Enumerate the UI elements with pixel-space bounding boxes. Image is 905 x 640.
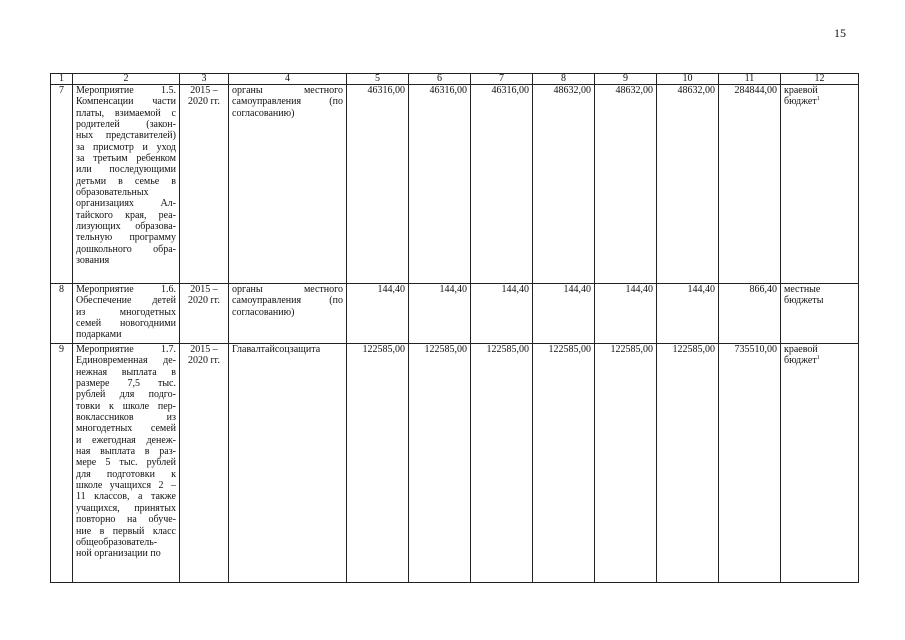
executor-cell: органы местного самоуправления (по согласованию) [229, 85, 347, 284]
value-cell: 46316,00 [471, 85, 533, 284]
value-cell: 122585,00 [409, 344, 471, 583]
measure-line: повторно на обуче- [76, 514, 176, 526]
measure-line: учащихся, принятых [76, 502, 176, 514]
row-number: 9 [51, 344, 73, 583]
period-cell: 2015 – 2020 гг. [180, 344, 229, 583]
footnote-mark: 1 [816, 355, 820, 362]
measure-line: общеобразователь- [76, 536, 158, 548]
value-cell: 144,40 [657, 284, 719, 344]
measure-line: зования [76, 255, 110, 267]
measure-line: образовательных [76, 187, 149, 199]
measure-line: ных представителей) [76, 130, 176, 142]
measure-line: мере 5 тыс. рублей [76, 457, 176, 469]
value-cell: 144,40 [409, 284, 471, 344]
measure-line: детьми в семье в [76, 175, 176, 187]
value-cell: 144,40 [347, 284, 409, 344]
measure-line: 11 классов, а также [76, 491, 176, 503]
budget-table [50, 73, 859, 583]
value-cell: 122585,00 [657, 344, 719, 583]
header-cell: 11 [719, 74, 781, 85]
header-cell: 1 [51, 74, 73, 85]
measure-cell [73, 344, 180, 583]
value-cell: 144,40 [533, 284, 595, 344]
measure-line: рублей для подго- [76, 389, 176, 401]
measure-line: ная выплата в раз- [76, 446, 176, 458]
header-cell: 2 [73, 74, 180, 85]
value-cell: 48632,00 [533, 85, 595, 284]
measure-line: лизующих образова- [76, 221, 176, 233]
measure-line: дошкольного обра- [76, 243, 176, 255]
measure-line: ние в первый класс [76, 525, 176, 537]
header-cell: 7 [471, 74, 533, 85]
page-number: 15 [834, 26, 846, 40]
measure-line: или последующими [76, 164, 176, 176]
measure-line: Компенсации части [76, 96, 176, 108]
source-cell [781, 284, 859, 344]
table-row [51, 344, 859, 583]
source-text: краевой бюджет [784, 85, 818, 108]
header-cell: 5 [347, 74, 409, 85]
source-text: местные бюджеты [784, 284, 824, 307]
value-cell: 122585,00 [471, 344, 533, 583]
measure-line: воклассников из [76, 412, 176, 424]
row-number: 7 [51, 85, 73, 284]
measure-line: подарками [76, 329, 122, 341]
source-cell [781, 85, 859, 284]
measure-cell [73, 85, 180, 284]
measure-line: семей новогодними [76, 318, 176, 330]
measure-line: Обеспечение детей [76, 295, 176, 307]
value-cell: 122585,00 [595, 344, 657, 583]
row-number: 8 [51, 284, 73, 344]
measure-line: из многодетных [76, 306, 176, 318]
total-cell: 735510,00 [719, 344, 781, 583]
measure-line: для подготовки к [76, 468, 176, 480]
measure-line: товки к школе пер- [76, 400, 176, 412]
header-cell: 3 [180, 74, 229, 85]
source-cell [781, 344, 859, 583]
source-text: краевой бюджет [784, 344, 818, 367]
value-cell: 122585,00 [533, 344, 595, 583]
measure-line: Мероприятие 1.7. [76, 344, 176, 355]
value-cell: 144,40 [471, 284, 533, 344]
measure-line: тайского края, реа- [76, 209, 176, 221]
measure-cell [73, 284, 180, 344]
measure-line: тельную программу [76, 232, 176, 244]
header-cell: 12 [781, 74, 859, 85]
header-cell: 4 [229, 74, 347, 85]
table-row [51, 284, 859, 344]
footnote-mark: 1 [816, 96, 820, 103]
header-cell: 6 [409, 74, 471, 85]
header-cell: 9 [595, 74, 657, 85]
measure-line: размере 7,5 тыс. [76, 378, 176, 390]
measure-line: многодетных семей [76, 423, 176, 435]
header-row [51, 74, 859, 85]
header-cell: 8 [533, 74, 595, 85]
total-cell: 284844,00 [719, 85, 781, 284]
measure-line: Мероприятие 1.5. [76, 85, 176, 96]
measure-line: за присмотр и уход [76, 141, 176, 153]
period-cell: 2015 – 2020 гг. [180, 85, 229, 284]
measure-line: и ежегодная денеж- [76, 434, 176, 446]
executor-cell: органы местного самоуправления (по согласованию) [229, 284, 347, 344]
measure-line: организациях Ал- [76, 198, 176, 210]
period-cell: 2015 – 2020 гг. [180, 284, 229, 344]
measure-line: ной организации по [76, 548, 161, 560]
total-cell: 866,40 [719, 284, 781, 344]
table-row [51, 85, 859, 284]
value-cell: 48632,00 [657, 85, 719, 284]
value-cell: 48632,00 [595, 85, 657, 284]
header-cell: 10 [657, 74, 719, 85]
measure-line: за третьим ребенком [76, 153, 176, 165]
value-cell: 46316,00 [409, 85, 471, 284]
value-cell: 46316,00 [347, 85, 409, 284]
measure-line: Единовременная де- [76, 355, 176, 367]
measure-line: родителей (закон- [76, 119, 176, 131]
measure-line: школе учащихся 2 – [76, 480, 176, 492]
value-cell: 144,40 [595, 284, 657, 344]
executor-cell: Главалтайсоцзащита [229, 344, 347, 583]
measure-line: платы, взимаемой с [76, 107, 176, 119]
measure-line: нежная выплата в [76, 366, 176, 378]
value-cell: 122585,00 [347, 344, 409, 583]
measure-line: Мероприятие 1.6. [76, 284, 176, 295]
